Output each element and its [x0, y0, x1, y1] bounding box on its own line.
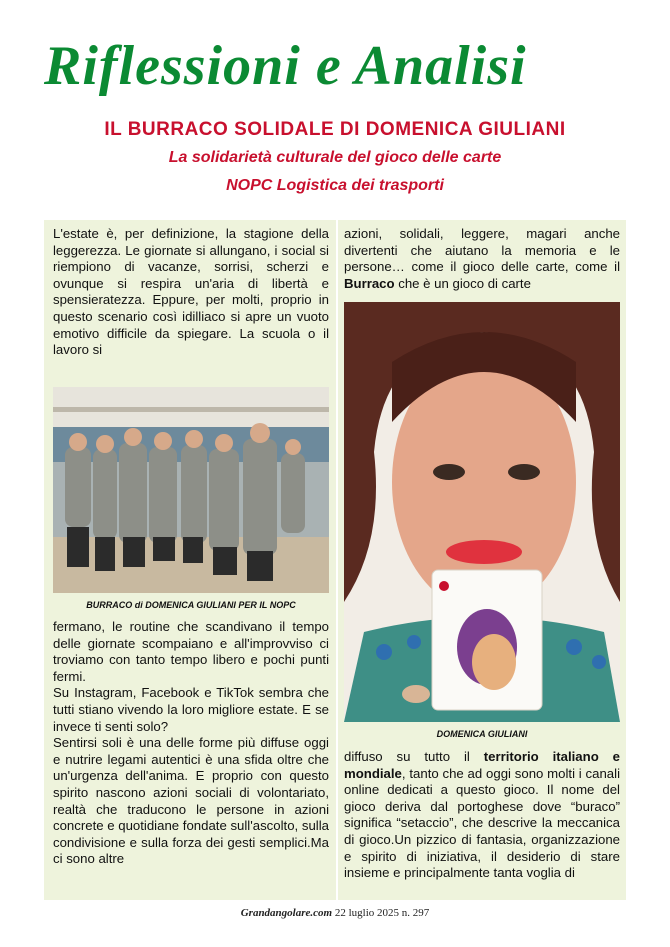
article-subheadline: La solidarietà culturale del gioco delle carte — [168, 149, 502, 166]
masthead — [0, 28, 670, 104]
footer-site: Grandangolare.com — [240, 907, 333, 919]
right-column-text-top — [344, 226, 620, 292]
right-bottom-bold: territorio italiano e mondiale — [344, 749, 620, 781]
left-paragraph-3: Sentirsi soli è una delle forme più diffuse oggi e nutrire legami autentici è una sfida oltre che un'urgenza dell'anima. E proprio con questo spirito nascono azioni sociali di volontariato, realtà che traducono le persone in azioni concrete e quotidiane fondate sull'ascolto, sulla condivisione e sulla forza dei gesti semplici.Ma ci sono altre — [53, 735, 329, 867]
portrait-caption: DOMENICA GIULIANI — [436, 729, 528, 739]
right-bottom-pre: diffuso su tutto il — [344, 749, 484, 764]
footer — [0, 907, 670, 919]
left-paragraph-2: Su Instagram, Facebook e TikTok sembra che tutti stiano vivendo la loro migliore estate. E se invece ti senti solo? — [53, 685, 329, 734]
group-photo — [53, 387, 329, 593]
article-subheadline-2: NOPC Logistica dei trasporti — [226, 177, 444, 194]
left-paragraph-1: fermano, le routine che scandivano il tempo delle giornate scompaiano e all'improvviso ci troviamo con tanto tempo libero e pochi punti fermi. — [53, 619, 329, 684]
right-top-bold: Burraco — [344, 275, 395, 291]
group-photo-caption: BURRACO di DOMENICA GIULIANI PER IL NOPC — [86, 600, 296, 610]
masthead-title: Riflessioni e Analisi — [44, 35, 527, 97]
left-column-text-top: L'estate è, per definizione, la stagione della leggerezza. Le giornate si allungano, i social si riempiono di vacanze, sorrisi, scherzi e ovunque si respira un'aria di libertà e spensieratezza. Eppure, per molti, proprio in questo scenario così idilliaco si apre un vuoto emotivo difficile da spiegare. La scuola o il lavoro si — [53, 226, 329, 358]
right-top-pre: azioni, solidali, leggere, magari anche divertenti che aiutano la memoria e le persone… come il gioco delle carte, come il — [344, 226, 620, 275]
portrait-photo — [344, 302, 620, 722]
footer-date: 22 luglio 2025 n. 297 — [332, 907, 430, 919]
left-column-text-bottom — [53, 619, 329, 868]
right-bottom-post: , tanto che ad oggi sono molti i canali online dedicati a questo gioco. Il nome del gioco deriva dal portoghese dove “buraco” significa “setaccio”, che descrive la meccanica di gioco.Un pizzico di fantasia, organizzazione e spirito di iniziativa, il desiderio di stare insieme e principalmente tanta voglia di — [344, 765, 620, 881]
right-column-text-bottom — [344, 749, 620, 882]
article-headline: IL BURRACO SOLIDALE DI DOMENICA GIULIANI — [104, 119, 566, 140]
headline-block — [0, 116, 670, 200]
right-top-post: che è un gioco di carte — [394, 275, 531, 291]
